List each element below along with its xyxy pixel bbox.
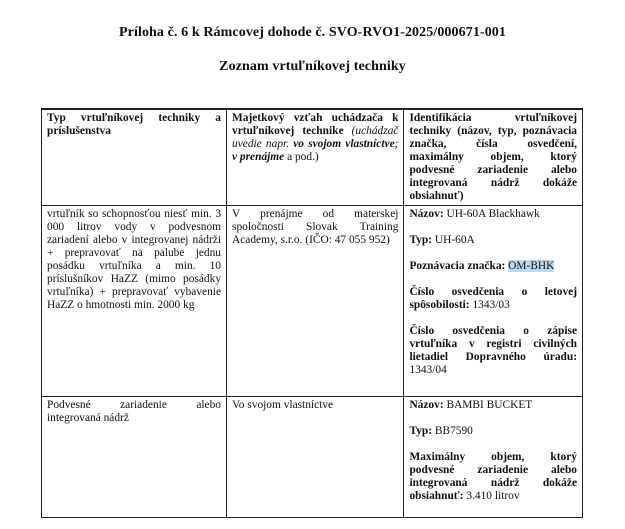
cell-identification: Názov: BAMBI BUCKET Typ: BB7590 Maximálny objem, ktorý podvesné zariadenie alebo integrovaná nádrž dokáže obsiahnuť: 3.410 litrov xyxy=(404,397,583,518)
cell-type: Podvesné zariadenie alebo integrovaná nádrž xyxy=(42,397,227,518)
header-type: Typ vrtuľníkovej techniky a príslušenstva xyxy=(42,109,227,206)
cell-type: vrtuľník so schopnosťou niesť min. 3 000 litrov vody v podvesnom zariadení alebo v integrovanej nádrži + prepravovať na palube jednu posádku vrtuľníka a min. 10 príslušníkov HaZZ (mimo posádky vrtuľníka) + prepravovať vybavenie HaZZ o hmotnosti min. 2000 kg xyxy=(42,206,227,397)
document-title: Príloha č. 6 k Rámcovej dohode č. SVO-RVO1-2025/000671-001 xyxy=(119,25,506,40)
header-identification: Identifikácia vrtuľníkovej techniky (názov, typ, poznávacia značka, čísla osvedčení, maximálny objem, ktorý podvesné zariadenie alebo integrovaná nádrž dokáže obsiahnuť) xyxy=(404,109,583,206)
table-row xyxy=(42,397,583,518)
technique-table xyxy=(41,108,583,518)
registration-highlight: OM-BHK xyxy=(508,260,555,272)
header-relation-main: Majetkový vzťah uchádzača k vrtuľníkovej technike xyxy=(232,112,399,137)
cell-identification: Názov: UH-60A Blackhawk Typ: UH-60A Poznávacia značka: OM-BHK Číslo osvedčenia o letovej spôsobilosti: 1343/03 Číslo osvedčenia o zápise vrtuľníka v registri civilných lietadiel Dopravného úradu: 1343/04 xyxy=(404,206,583,397)
document-subtitle: Zoznam vrtuľníkovej techniky xyxy=(219,59,406,74)
cell-relation: V prenájme od materskej spoločnosti Slovak Training Academy, s.r.o. (IČO: 47 055 952) xyxy=(227,206,404,397)
header-relation xyxy=(227,109,404,206)
table-header-row xyxy=(42,109,583,206)
header-relation-note: (uchádzač uvedie napr. vo svojom vlastníctve; v prenájme a pod.) xyxy=(232,125,399,163)
table-row xyxy=(42,206,583,397)
cell-relation: Vo svojom vlastníctve xyxy=(227,397,404,518)
